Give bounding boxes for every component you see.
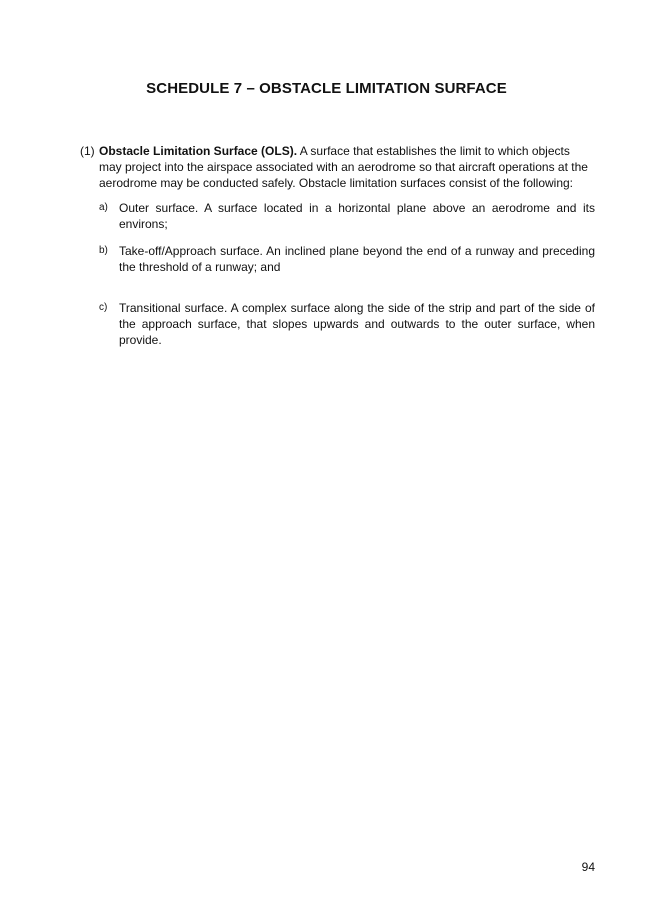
section-number: (1) (80, 144, 95, 158)
section-row (80, 143, 595, 191)
page-title: SCHEDULE 7 – OBSTACLE LIMITATION SURFACE (146, 80, 507, 97)
list-item-a (99, 200, 595, 232)
item-letter: c) (99, 302, 108, 313)
page-number: 94 (581, 860, 595, 874)
section-paragraph (99, 143, 595, 191)
item-text: Outer surface. A surface located in a horizontal plane above an aerodrome and its environs; (119, 201, 595, 231)
item-text: Take-off/Approach surface. An inclined plane beyond the end of a runway and preceding the threshold of a runway; and (119, 244, 595, 274)
section-ols (80, 143, 595, 191)
item-text: Transitional surface. A complex surface along the side of the strip and part of the side of the approach surface, that slopes upwards and outwards to the outer surface, when provide. (119, 301, 595, 347)
section-definition: A surface that establishes the limit to which objects may project into the airspace associated with an aerodrome so that aircraft operations at the aerodrome may be conducted safely. Obstacle limitation surfaces consist of the following: (99, 144, 588, 190)
list-item-b (99, 243, 595, 275)
item-letter: b) (99, 245, 108, 256)
list-item-c (99, 300, 595, 348)
item-letter: a) (99, 202, 108, 213)
section-term: Obstacle Limitation Surface (OLS). (99, 144, 298, 158)
